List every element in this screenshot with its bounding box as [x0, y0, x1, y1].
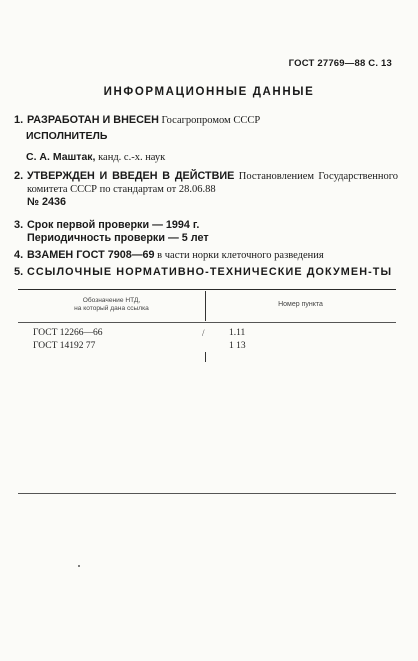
section-2-heading: УТВЕРЖДЕН И ВВЕДЕН В ДЕЙСТВИЕ: [27, 170, 235, 182]
section-4-heading: ВЗАМЕН ГОСТ 7908—69: [27, 249, 155, 261]
table-row-1-doc: ГОСТ 12266—66: [33, 328, 103, 338]
section-2-text: Постановлением Государственного комитета СССР по стандартам от 28.06.88: [27, 171, 399, 195]
table-top-rule: [18, 289, 396, 290]
section-3-number: 3.: [14, 219, 24, 231]
executor-row: [26, 151, 165, 163]
section-5: [14, 266, 398, 279]
table-row-1-item: 1.11: [229, 328, 246, 338]
executor-degree: канд. с.-х. наук: [98, 152, 166, 163]
section-4: [14, 249, 398, 262]
section-1-text: Госагропромом СССР: [161, 115, 261, 126]
table-row-2-doc: ГОСТ 14192 77: [33, 341, 96, 351]
table-header-item: Номер пункта: [278, 301, 323, 308]
table-body-divider: [205, 352, 206, 362]
section-4-text: в части норки клеточного разведения: [157, 250, 324, 261]
section-2-number: 2.: [14, 170, 24, 182]
table-row-2-item: 1 13: [229, 341, 246, 351]
table-row-1-mark: /: [202, 328, 205, 338]
section-2-number-ref: № 2436: [27, 196, 67, 208]
executor-heading: ИСПОЛНИТЕЛЬ: [26, 130, 108, 142]
table-header-doc: [18, 297, 205, 313]
section-2: [14, 170, 398, 209]
section-4-number: 4.: [14, 249, 24, 261]
table-bottom-rule: [18, 493, 396, 494]
table-header-doc-line-1: Обозначение НТД,: [82, 297, 141, 304]
page-speck: [78, 565, 80, 567]
section-1-number: 1.: [14, 114, 24, 126]
section-3-line-1: Срок первой проверки — 1994 г.: [27, 219, 200, 231]
executor-name: С. А. Маштак,: [26, 151, 96, 163]
document-title: ИНФОРМАЦИОННЫЕ ДАННЫЕ: [103, 86, 315, 98]
page-header: ГОСТ 27769—88 С. 13: [288, 58, 392, 69]
section-5-heading: ССЫЛОЧНЫЕ НОРМАТИВНО-ТЕХНИЧЕСКИЕ ДОКУМЕН-ТЫ: [27, 266, 393, 278]
section-3-line-2: Периодичность проверки — 5 лет: [27, 232, 209, 244]
section-1: [14, 114, 398, 127]
executor-heading-row: [26, 130, 107, 142]
table-header-rule: [18, 322, 396, 323]
section-5-number: 5.: [14, 266, 24, 278]
section-3: [14, 219, 398, 245]
table-header-doc-line-2: на который дана ссылка: [74, 305, 149, 312]
section-1-heading: РАЗРАБОТАН И ВНЕСЕН: [27, 114, 159, 126]
